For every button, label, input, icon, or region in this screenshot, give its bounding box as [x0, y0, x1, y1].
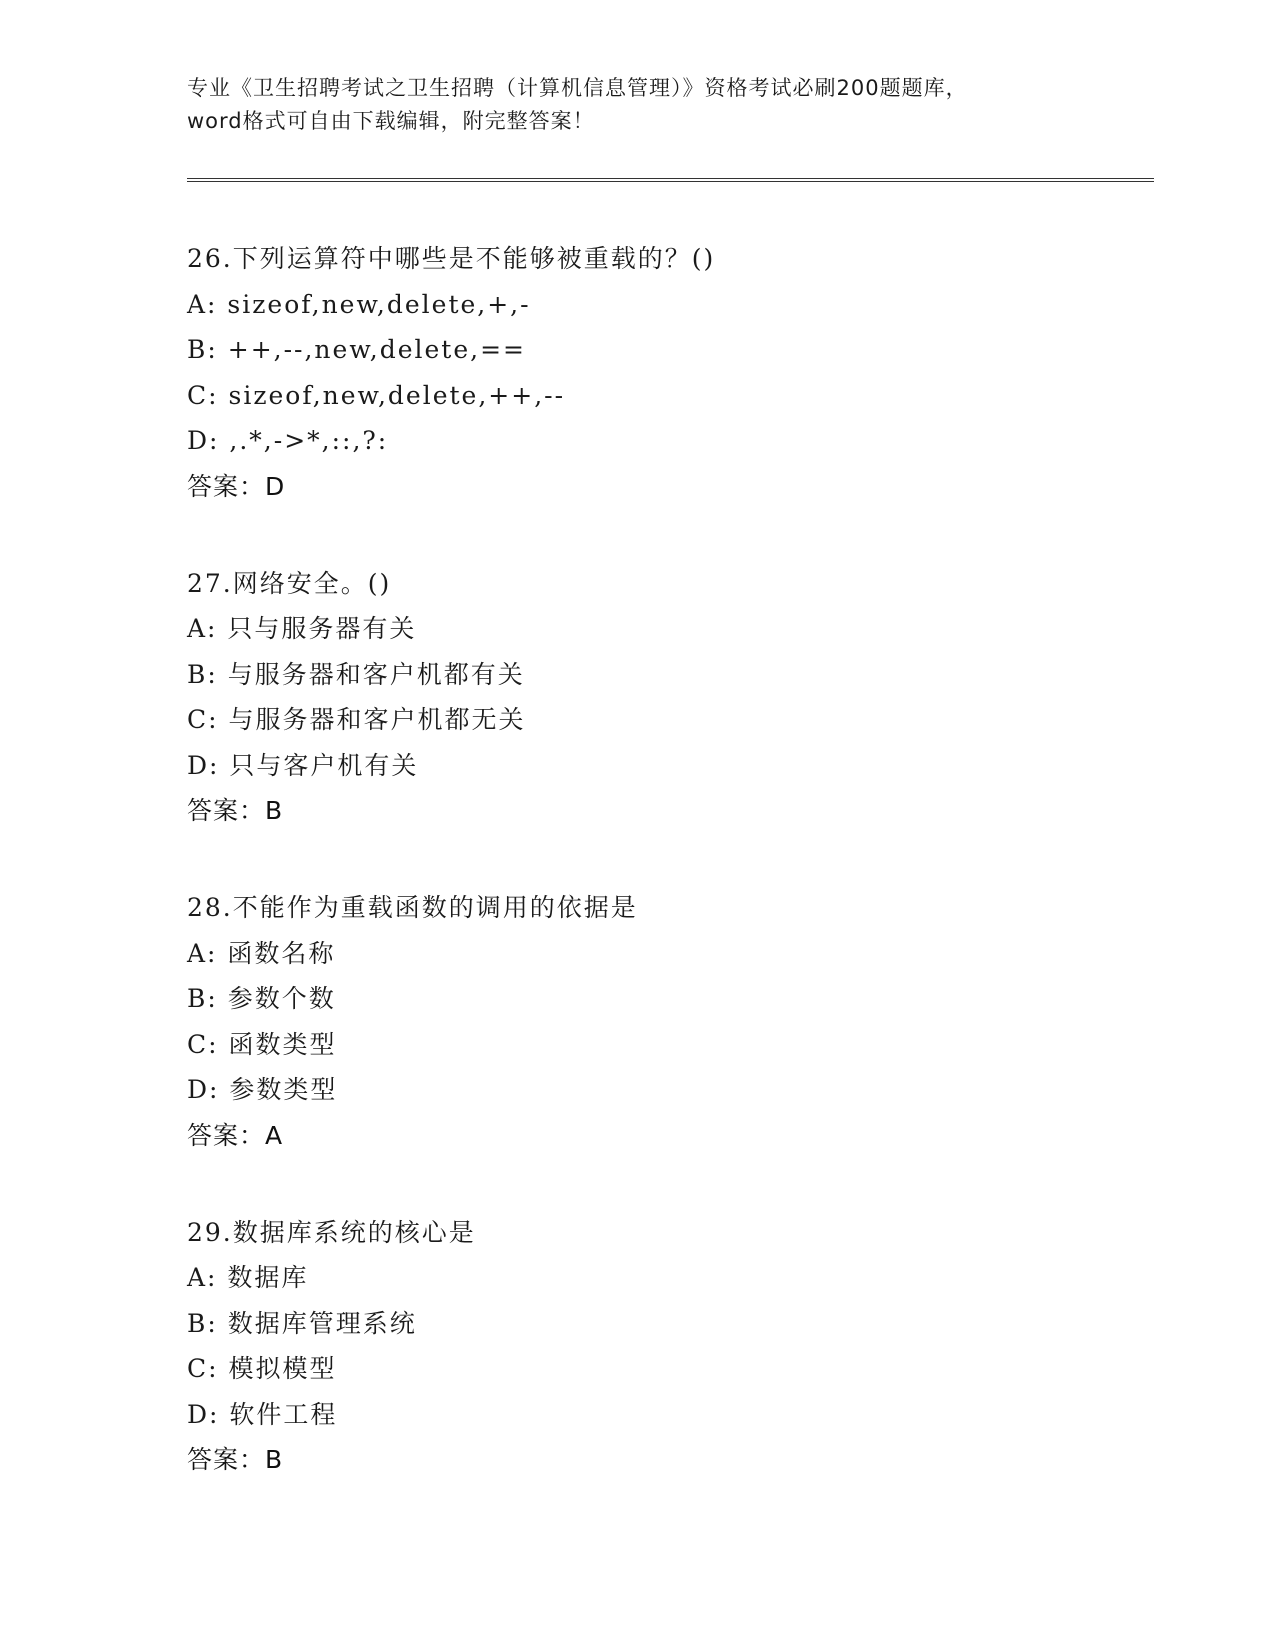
question-stem: 28.不能作为重载函数的调用的依据是: [187, 893, 638, 922]
question-stem: 29.数据库系统的核心是: [187, 1217, 476, 1247]
header-divider: [187, 178, 1154, 182]
option-b: B: 参数个数: [187, 984, 336, 1013]
option-d: D: 参数类型: [187, 1075, 338, 1104]
option-b: B: 数据库管理系统: [187, 1308, 417, 1338]
question-list: [187, 236, 1147, 1534]
question-stem: 27.网络安全。(): [187, 568, 392, 598]
option-c: C: 与服务器和客户机都无关: [187, 705, 526, 734]
question-29: [187, 1210, 1147, 1484]
document-header: [187, 72, 1087, 138]
option-b: B: 与服务器和客户机都有关: [187, 659, 525, 689]
option-d: D: ,.*,->*,::,?:: [187, 426, 389, 455]
option-a: A: 只与服务器有关: [187, 614, 417, 643]
option-c: C: sizeof,new,delete,++,--: [187, 380, 566, 410]
header-line-2: word格式可自由下载编辑，附完整答案！: [187, 109, 595, 133]
answer-label: 答案：D: [187, 471, 286, 501]
option-d: D: 软件工程: [187, 1399, 338, 1429]
option-a: A: 函数名称: [187, 938, 336, 968]
question-27: [187, 561, 1147, 835]
option-a: A: 数据库: [187, 1263, 309, 1292]
answer-label: 答案：B: [187, 1445, 284, 1474]
answer-label: 答案：A: [187, 1120, 284, 1150]
option-b: B: ++,--,new,delete,==: [187, 335, 526, 364]
option-d: D: 只与客户机有关: [187, 750, 419, 780]
option-c: C: 模拟模型: [187, 1354, 337, 1383]
answer-label: 答案：B: [187, 796, 284, 825]
question-stem: 26.下列运算符中哪些是不能够被重载的？(): [187, 244, 716, 273]
header-line-1: 专业《卫生招聘考试之卫生招聘（计算机信息管理）》资格考试必刷200题题库，: [187, 76, 968, 100]
option-a: A: sizeof,new,delete,+,-: [187, 289, 531, 319]
question-28: [187, 885, 1147, 1159]
option-c: C: 函数类型: [187, 1029, 337, 1059]
question-26: [187, 236, 1147, 510]
